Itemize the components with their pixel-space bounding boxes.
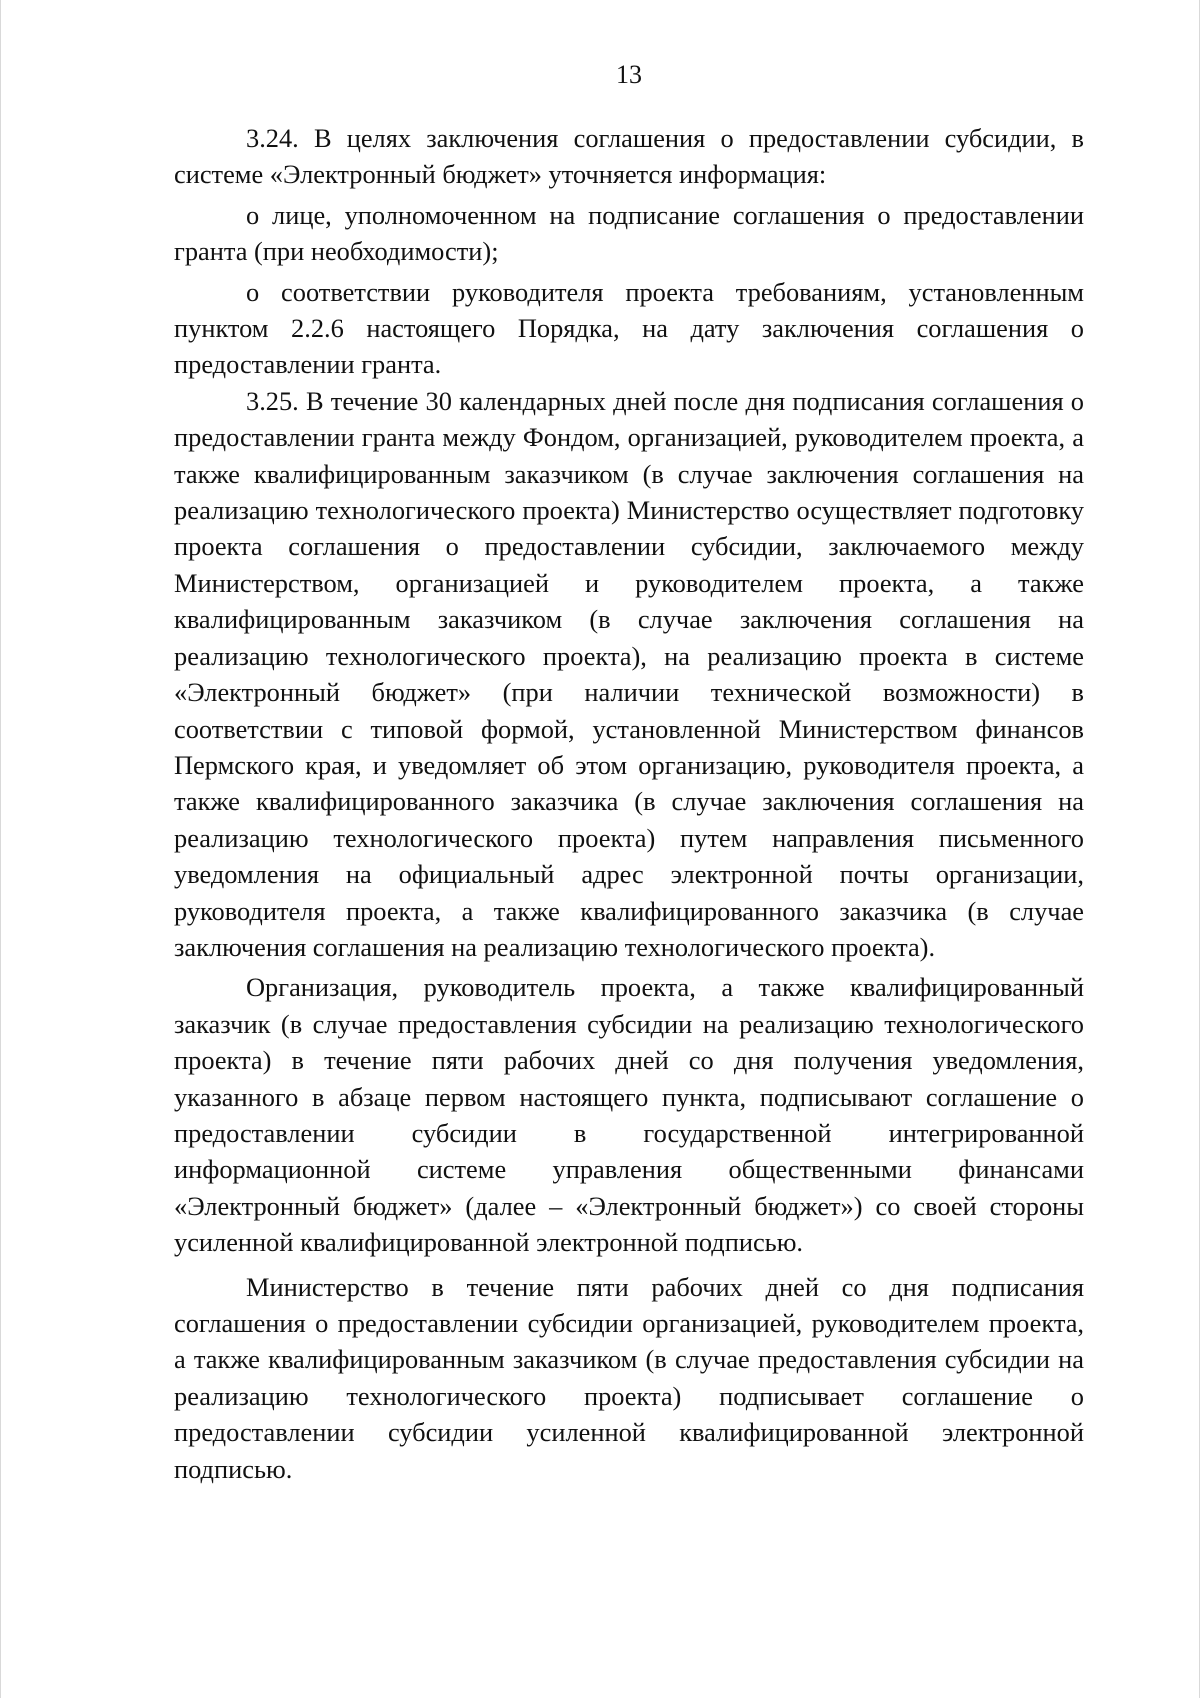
paragraph-3-24: 3.24. В целях заключения соглашения о предоставлении субсидии, в системе «Электронный бюджет» уточняется информация: [174, 123, 1084, 190]
paragraph-ministry-signing: Министерство в течение пяти рабочих дней со дня подписания соглашения о предоставлении субсидии организацией, руководителем проекта, а также квалифицированным заказчиком (в случае предоставления субсидии на реализацию технологического проекта) подписывает соглашение о предоставлении субсидии усиленной квалифицированной электронной подписью. [174, 1271, 1084, 1484]
paragraph-authorized-person: о лице, уполномоченном на подписание соглашения о предоставлении гранта (при необходимости); [174, 199, 1084, 267]
paragraph-3-25: 3.25. В течение 30 календарных дней после дня подписания соглашения о предоставлении гранта между Фондом, организацией, руководителем проекта, а также квалифицированным заказчиком (в случае заключения соглашения на реализацию технологического проекта) Министерство осуществляет подготовку проекта соглашения о предоставлении субсидии, заключаемого между Министерством, организацией и руководителем проекта, а также квалифицированным заказчиком (в случае заключения соглашения на реализацию технологического проекта), на реализацию проекта в системе «Электронный бюджет» (при наличии технической возможности) в соответствии с типовой формой, установленной Министерством финансов Пермского края, и уведомляет об этом организацию, руководителя проекта, а также квалифицированного заказчика (в случае заключения соглашения на реализацию технологического проекта) путем направления письменного уведомления на официальный адрес электронной почты организации, руководителя проекта, а также квалифицированного заказчика (в случае заключения соглашения на реализацию технологического проекта). [174, 385, 1084, 962]
page-number: 13 [616, 60, 642, 89]
paragraph-project-leader-compliance: о соответствии руководителя проекта требованиям, установленным пунктом 2.2.6 настоящего Порядка, на дату заключения соглашения о предоставлении гранта. [174, 276, 1084, 380]
document-body [174, 120, 1084, 1487]
paragraph-organization-signing: Организация, руководитель проекта, а также квалифицированный заказчик (в случае предоставления субсидии на реализацию технологического проекта) в течение пяти рабочих дней со дня получения уведомления, указанного в абзаце первом настоящего пункта, подписывают соглашение о предоставлении субсидии в государственной интегрированной информационной системе управления общественными финансами «Электронный бюджет» (далее – «Электронный бюджет») со своей стороны усиленной квалифицированной электронной подписью. [174, 972, 1084, 1258]
